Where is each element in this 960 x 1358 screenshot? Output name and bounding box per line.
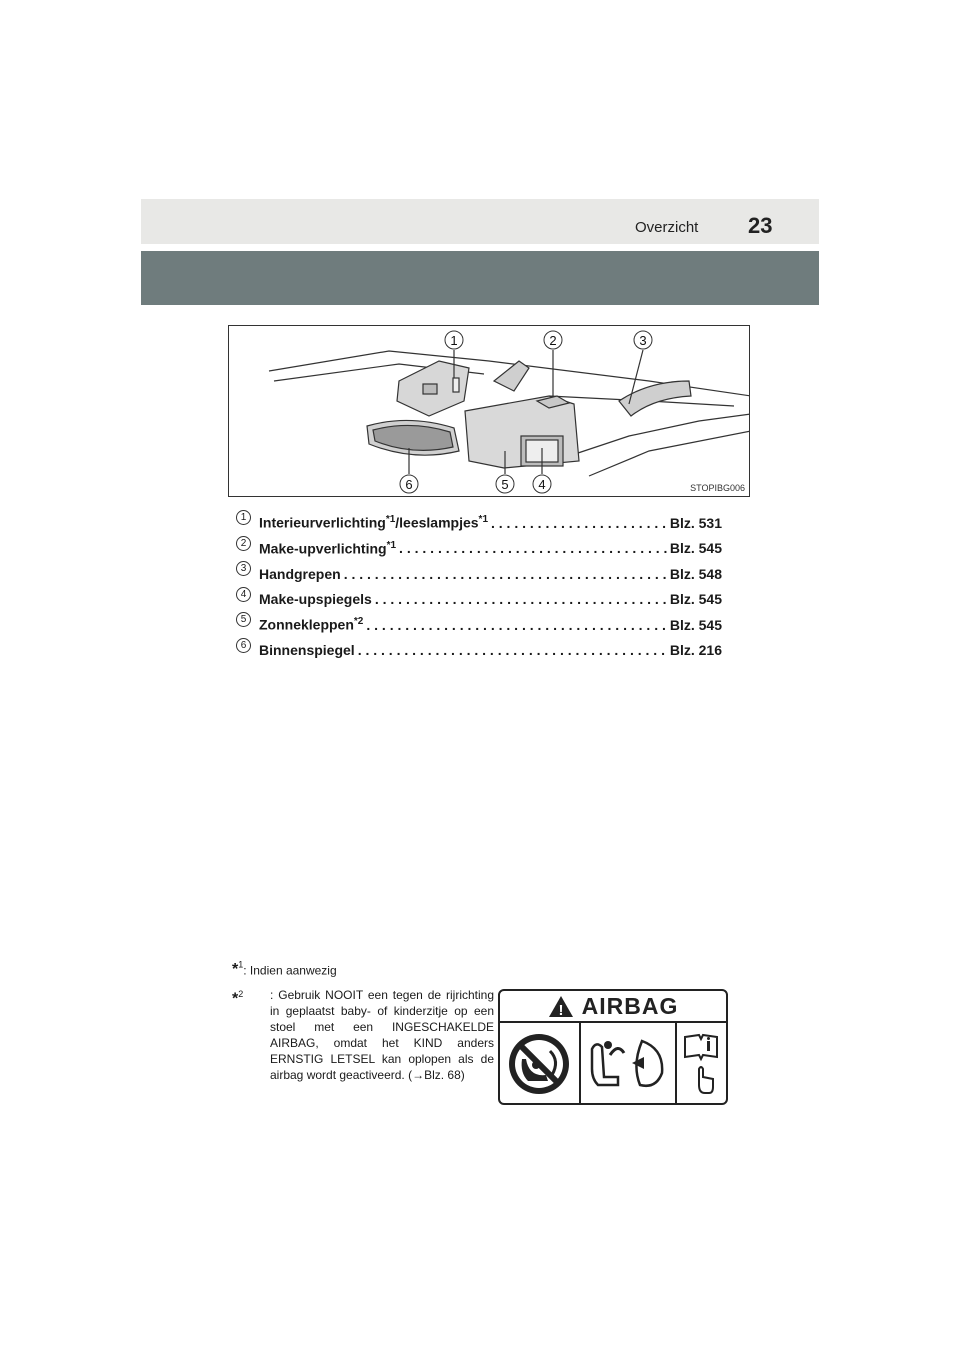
list-item bbox=[236, 561, 722, 587]
leader-dots bbox=[375, 591, 667, 607]
list-item bbox=[236, 612, 722, 638]
callout-6: 6 bbox=[405, 477, 413, 492]
page-section-title: Overzicht bbox=[635, 219, 699, 236]
section-band bbox=[141, 251, 819, 305]
footnote-mark: *$^1$ bbox=[232, 960, 244, 979]
item-label: Binnenspiegel bbox=[259, 642, 355, 659]
item-label: Make-upverlichting$^{*1}$ bbox=[259, 539, 397, 557]
footnote-1 bbox=[232, 960, 337, 979]
item-label: Handgrepen bbox=[259, 565, 341, 582]
callout-2: 2 bbox=[549, 333, 557, 348]
list-item bbox=[236, 536, 722, 562]
callout-3: 3 bbox=[639, 333, 647, 348]
item-number-badge: 5 bbox=[236, 612, 251, 627]
page-reference[interactable]: Blz. 545 bbox=[669, 616, 722, 633]
svg-text:!: ! bbox=[558, 1001, 564, 1018]
component-list bbox=[236, 510, 722, 663]
item-label: Make-upspiegels bbox=[259, 591, 372, 608]
airbag-label-body bbox=[500, 1023, 726, 1105]
page-number: 23 bbox=[748, 213, 773, 238]
airbag-warning-label bbox=[498, 989, 728, 1105]
grab-handle bbox=[619, 381, 691, 416]
page-reference[interactable]: Blz. 531 bbox=[669, 514, 722, 531]
item-label: Interieurverlichting$^{*1}$/leeslampjes$^{*1}$ bbox=[259, 514, 488, 532]
footnote-mark: *$^2$ bbox=[232, 989, 244, 1008]
leader-dots bbox=[358, 642, 667, 658]
footnote-text: : Indien aanwezig bbox=[243, 963, 337, 978]
no-rear-facing-seat-icon bbox=[500, 1023, 581, 1105]
list-item bbox=[236, 638, 722, 664]
header-band bbox=[141, 199, 819, 244]
warning-triangle-icon bbox=[548, 995, 574, 1018]
item-number-badge: 4 bbox=[236, 587, 251, 602]
page-reference[interactable]: Blz. 545 bbox=[669, 540, 722, 557]
read-manual-icon bbox=[677, 1023, 726, 1105]
figure-code: STOPIBG006 bbox=[690, 483, 745, 493]
callout-5: 5 bbox=[501, 477, 509, 492]
item-number-badge: 6 bbox=[236, 638, 251, 653]
callout-4: 4 bbox=[538, 477, 546, 492]
item-number-badge: 3 bbox=[236, 561, 251, 576]
leader-dots bbox=[399, 540, 667, 556]
callout-1: 1 bbox=[450, 333, 458, 348]
interior-illustration bbox=[228, 325, 750, 497]
item-number-badge: 1 bbox=[236, 510, 251, 525]
leader-dots bbox=[344, 566, 667, 582]
airbag-label-header bbox=[500, 991, 726, 1023]
page-reference[interactable]: Blz. 548 bbox=[669, 565, 722, 582]
page-reference[interactable]: Blz. 545 bbox=[669, 591, 722, 608]
airbag-deploy-icon bbox=[581, 1023, 677, 1105]
airbag-title: AIRBAG bbox=[581, 992, 679, 1019]
footnote-text: : Gebruik NOOIT een tegen de rijrichting in geplaatst baby- of kinderzitje op een stoel met een INGESCHAKELDE AIRBAG, omdat het KIND anders ERNSTIG LETSEL kan oplopen als de airbag wordt geactiveerd. (→Blz. 68) bbox=[270, 988, 494, 1082]
interior-drawing bbox=[229, 326, 750, 497]
leader-dots bbox=[491, 515, 667, 531]
item-number-badge: 2 bbox=[236, 536, 251, 551]
list-item bbox=[236, 587, 722, 613]
item-label: Zonnekleppen$^{*2}$ bbox=[259, 616, 364, 634]
leader-dots bbox=[366, 617, 667, 633]
page-reference[interactable]: Blz. 216 bbox=[669, 642, 722, 659]
list-item bbox=[236, 510, 722, 536]
